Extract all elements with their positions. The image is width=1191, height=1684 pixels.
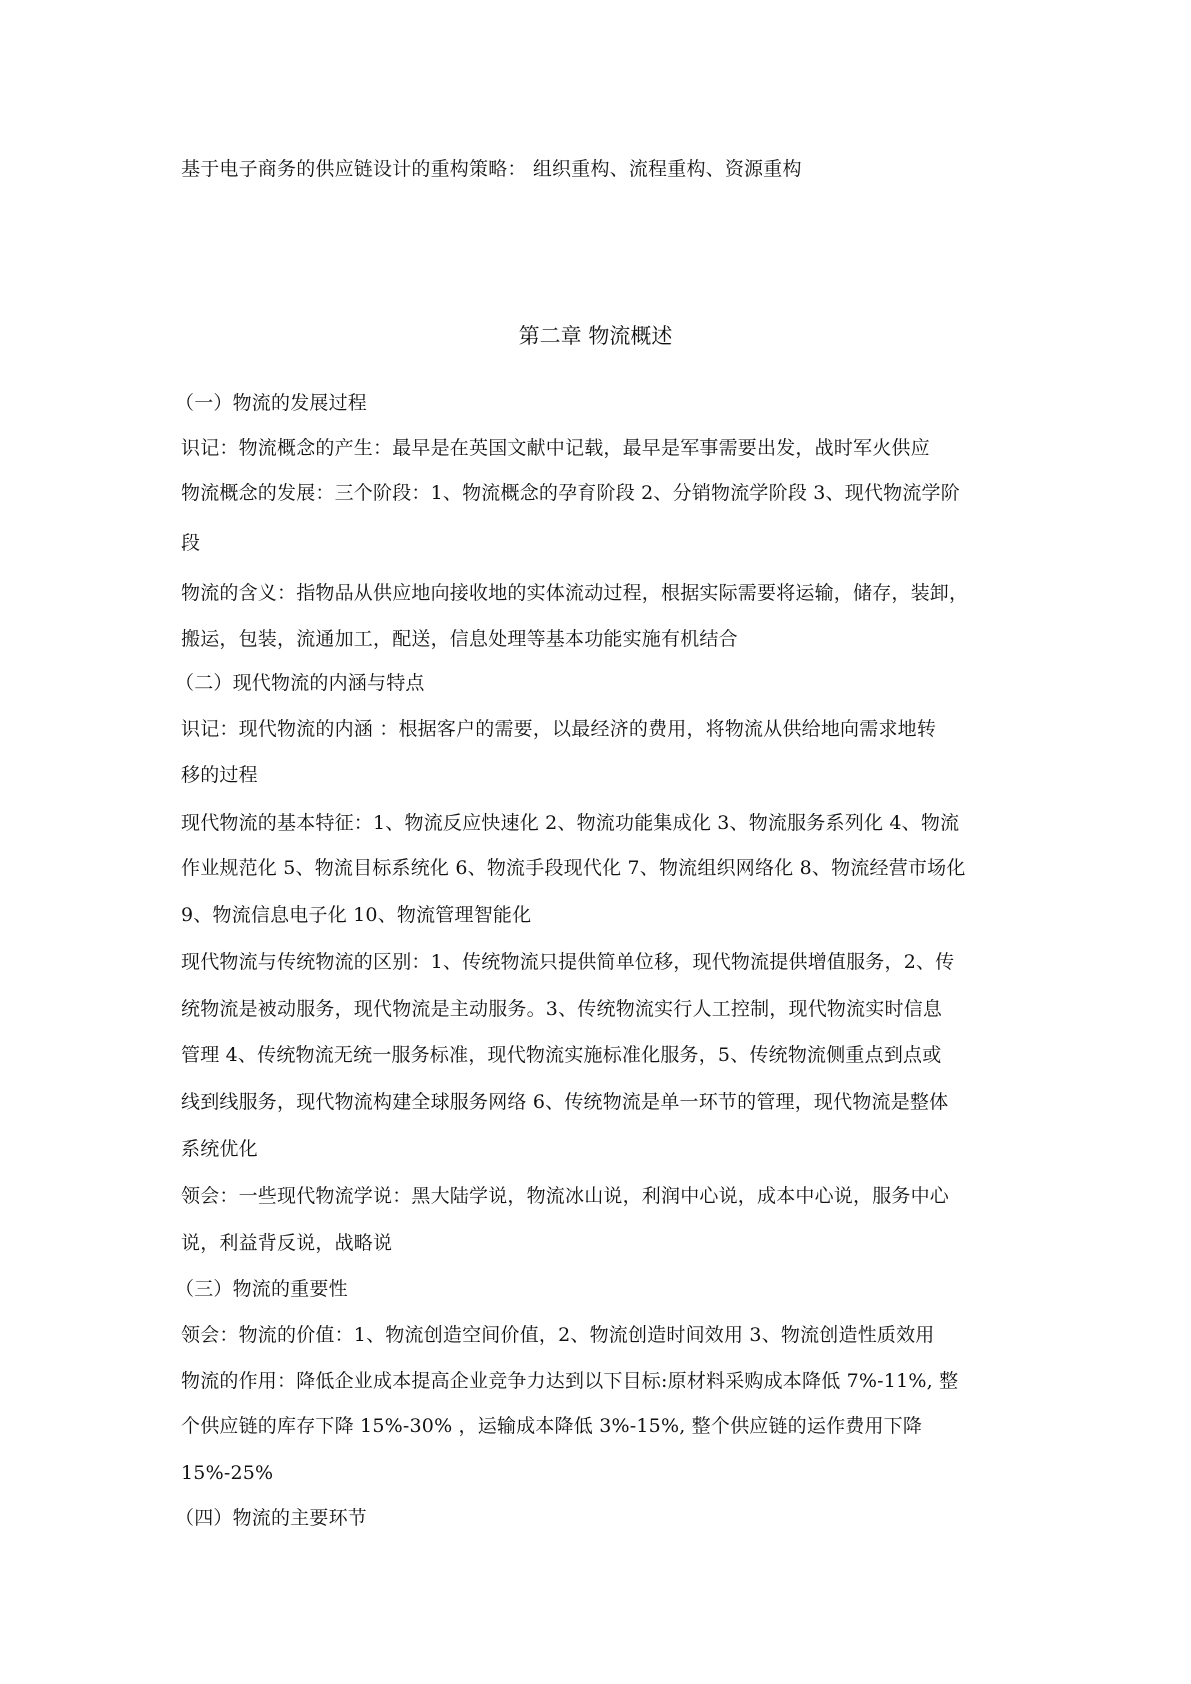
paragraph-line: 现代物流的基本特征：1、物流反应快速化 2、物流功能集成化 3、物流服务系列化 4、物流 — [181, 812, 960, 834]
paragraph-line: 段 — [181, 532, 201, 554]
paragraph-line: 领会：一些现代物流学说：黑大陆学说，物流冰山说，利润中心说，成本中心说，服务中心 — [181, 1185, 950, 1207]
intro-line: 基于电子商务的供应链设计的重构策略： 组织重构、流程重构、资源重构 — [181, 158, 802, 180]
paragraph-line: 作业规范化 5、物流目标系统化 6、物流手段现代化 7、物流组织网络化 8、物流经营市场化 — [181, 857, 966, 879]
section-heading: （四）物流的主要环节 — [175, 1507, 368, 1529]
paragraph-line: 线到线服务，现代物流构建全球服务网络 6、传统物流是单一环节的管理，现代物流是整体 — [181, 1091, 949, 1113]
paragraph-line: 物流的含义：指物品从供应地向接收地的实体流动过程，根据实际需要将运输，储存，装卸， — [181, 582, 969, 604]
paragraph-line: 移的过程 — [181, 764, 258, 786]
section-heading: （一）物流的发展过程 — [175, 392, 368, 414]
paragraph-line: 物流的作用：降低企业成本提高企业竞争力达到以下目标:原材料采购成本降低 7%-11%, 整 — [181, 1370, 959, 1392]
paragraph-line: 系统优化 — [181, 1138, 258, 1160]
paragraph-line: 9、物流信息电子化 10、物流管理智能化 — [181, 904, 532, 926]
paragraph-line: 现代物流与传统物流的区别：1、传统物流只提供简单位移，现代物流提供增值服务，2、传 — [181, 951, 955, 973]
paragraph-line: 识记：物流概念的产生：最早是在英国文献中记载，最早是军事需要出发，战时军火供应 — [181, 437, 930, 459]
paragraph-line: 15%-25% — [181, 1462, 274, 1484]
paragraph-line: 搬运，包装，流通加工，配送，信息处理等基本功能实施有机结合 — [181, 628, 738, 650]
chapter-title: 第二章 物流概述 — [518, 324, 673, 348]
paragraph-line: 说，利益背反说，战略说 — [181, 1232, 393, 1254]
paragraph-line: 个供应链的库存下降 15%-30% ，运输成本降低 3%-15%, 整个供应链的运作费用下降 — [181, 1415, 923, 1437]
paragraph-line: 领会：物流的价值：1、物流创造空间价值，2、物流创造时间效用 3、物流创造性质效用 — [181, 1324, 935, 1346]
paragraph-line: 管理 4、传统物流无统一服务标准，现代物流实施标准化服务，5、传统物流侧重点到点或 — [181, 1044, 942, 1066]
paragraph-line: 识记：现代物流的内涵 ：根据客户的需要，以最经济的费用，将物流从供给地向需求地转 — [181, 718, 937, 740]
section-heading: （二）现代物流的内涵与特点 — [175, 672, 425, 694]
paragraph-line: 物流概念的发展：三个阶段：1、物流概念的孕育阶段 2、分销物流学阶段 3、现代物流学阶 — [181, 482, 960, 504]
paragraph-line: 统物流是被动服务，现代物流是主动服务。3、传统物流实行人工控制，现代物流实时信息 — [181, 998, 943, 1020]
section-heading: （三）物流的重要性 — [175, 1278, 348, 1300]
